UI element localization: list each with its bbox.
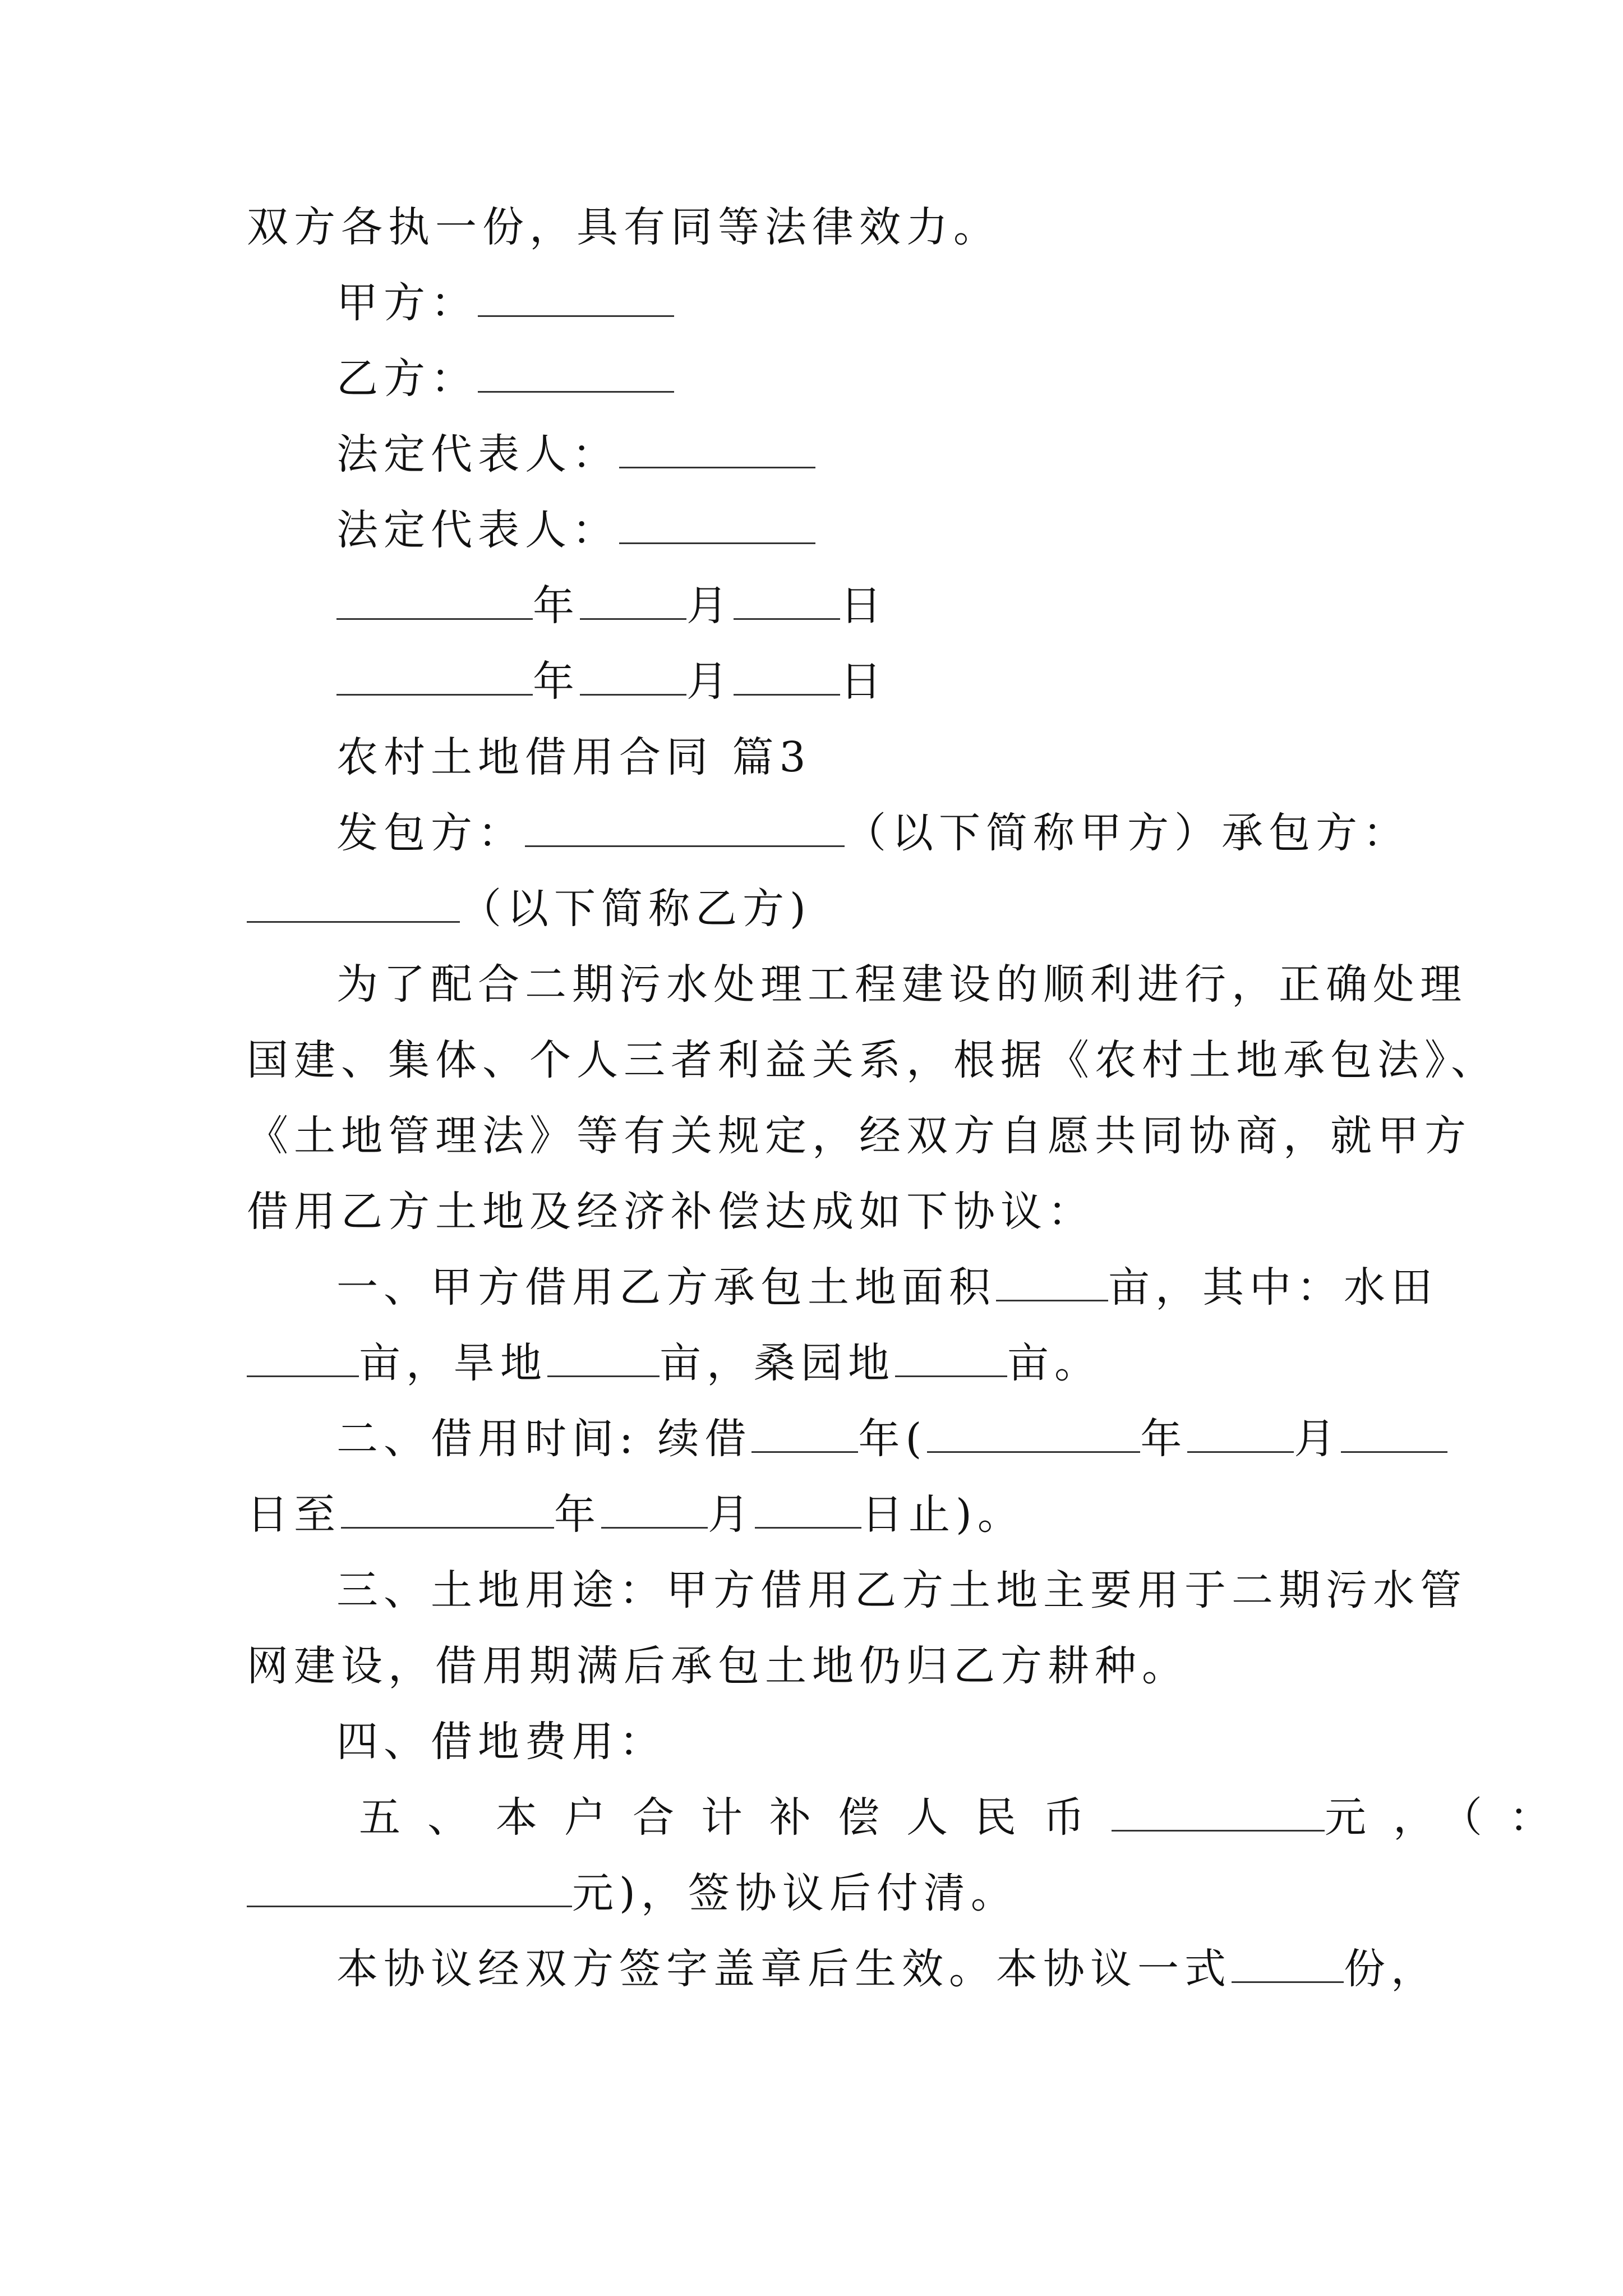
text: 元)，签协议后付清。 [572,1869,1018,1917]
start-month-blank[interactable] [1187,1412,1294,1453]
dryland-blank[interactable] [547,1336,660,1377]
text: 二、借用时间: 续借 [336,1415,752,1463]
text: 网建设，借用期满后承包土地仍归乙方耕种。 [247,1642,1189,1690]
compensation-blank[interactable] [1112,1791,1325,1832]
day-blank[interactable] [734,579,840,620]
party-b-signature-line [336,351,1402,407]
contractor-blank[interactable] [525,806,845,847]
text: 年( [858,1415,928,1463]
label: （以下简称乙方) [460,885,811,933]
start-day-blank[interactable] [1341,1412,1447,1453]
clause-1-line [336,1259,1438,1315]
party-a-blank[interactable] [478,276,674,317]
contractee-blank[interactable] [247,882,460,923]
text: 年 [1140,1415,1188,1463]
parties-line-cont [247,881,1402,937]
text: 五、本户合计补偿人民币 [359,1793,1112,1842]
text: 亩。 [1007,1339,1101,1387]
text: 一、甲方借用乙方承包土地面积 [336,1263,996,1312]
label: 法定代表人： [336,430,619,478]
text: 月 [708,1490,755,1539]
legal-rep-a-line [336,426,1402,482]
start-year-blank[interactable] [927,1412,1140,1453]
copies-blank[interactable] [1232,1942,1344,1983]
paragraph-line [336,956,1467,1013]
legal-rep-b-line [336,502,1402,558]
area-blank[interactable] [996,1260,1108,1301]
text: 为了配合二期污水处理工程建设的顺利进行，正确处理 [336,960,1467,1009]
paddy-blank[interactable] [247,1336,359,1377]
label: 甲方： [336,279,478,327]
label: 发包方： [336,809,525,857]
text: 亩，旱地 [359,1339,547,1387]
text: 份， [1344,1945,1438,1993]
label: 乙方： [336,355,478,403]
paragraph-line [247,1108,1472,1164]
text: 《土地管理法》等有关规定，经双方自愿共同协商，就甲方 [247,1112,1472,1160]
clause-3-line [336,1562,1467,1618]
year-label: 年 [533,582,580,630]
text: 年 [554,1490,601,1539]
month-label: 月 [686,657,734,706]
years-blank[interactable] [751,1412,858,1453]
year-blank[interactable] [336,655,533,696]
end-day-blank[interactable] [755,1488,861,1529]
compensation-uppercase-blank[interactable] [247,1866,572,1907]
party-b-blank[interactable] [478,352,674,393]
legal-rep-b-blank[interactable] [619,503,815,544]
label: 法定代表人： [336,506,619,554]
year-label: 年 [533,657,580,706]
clause-1-line-cont [247,1335,1402,1391]
text: 元，（： [1325,1793,1578,1842]
text: 双方各执一份，具有同等法律效力。 [247,203,1000,251]
paragraph-line [247,1032,1498,1088]
end-month-blank[interactable] [601,1488,708,1529]
text: 四、借地费用： [336,1718,666,1766]
clause-2-line [336,1411,1402,1467]
section-heading [336,729,1402,785]
day-label: 日 [840,657,887,706]
clause-3-line-cont [247,1638,1402,1694]
clause-2-line-cont [247,1487,1402,1543]
day-label: 日 [840,582,887,630]
text: 三、土地用途：甲方借用乙方土地主要用于二期污水管 [336,1566,1467,1614]
mulberry-blank[interactable] [895,1336,1007,1377]
year-blank[interactable] [336,579,533,620]
text: 借用乙方土地及经济补偿达成如下协议： [247,1188,1095,1236]
clause-5-line [359,1789,1578,1846]
text: 亩，桑园地 [660,1339,895,1387]
paragraph-line [247,1184,1402,1240]
date-line-a [336,578,1402,634]
closing-sentence [247,199,1402,255]
month-blank[interactable] [580,579,686,620]
month-blank[interactable] [580,655,686,696]
text: 月 [1294,1415,1341,1463]
text: 亩，其中：水田 [1108,1263,1438,1312]
parties-line [336,805,1410,861]
label: （以下简称甲方）承包方： [845,809,1410,857]
party-a-signature-line [336,275,1402,331]
month-label: 月 [686,582,734,630]
text: 国建、集体、个人三者利益关系，根据《农村土地承包法》、 [247,1036,1498,1084]
heading-text: 农村土地借用合同 篇3 [336,733,811,781]
date-line-b [336,654,1402,710]
end-year-blank[interactable] [341,1488,554,1529]
text: 本协议经双方签字盖章后生效。本协议一式 [336,1945,1232,1993]
text: 日止)。 [861,1490,1025,1539]
clause-4-line [336,1714,1402,1770]
text: 日至 [247,1490,341,1539]
legal-rep-a-blank[interactable] [619,427,815,468]
day-blank[interactable] [734,655,840,696]
clause-5-line-cont [247,1865,1402,1921]
effective-line [336,1941,1438,1997]
